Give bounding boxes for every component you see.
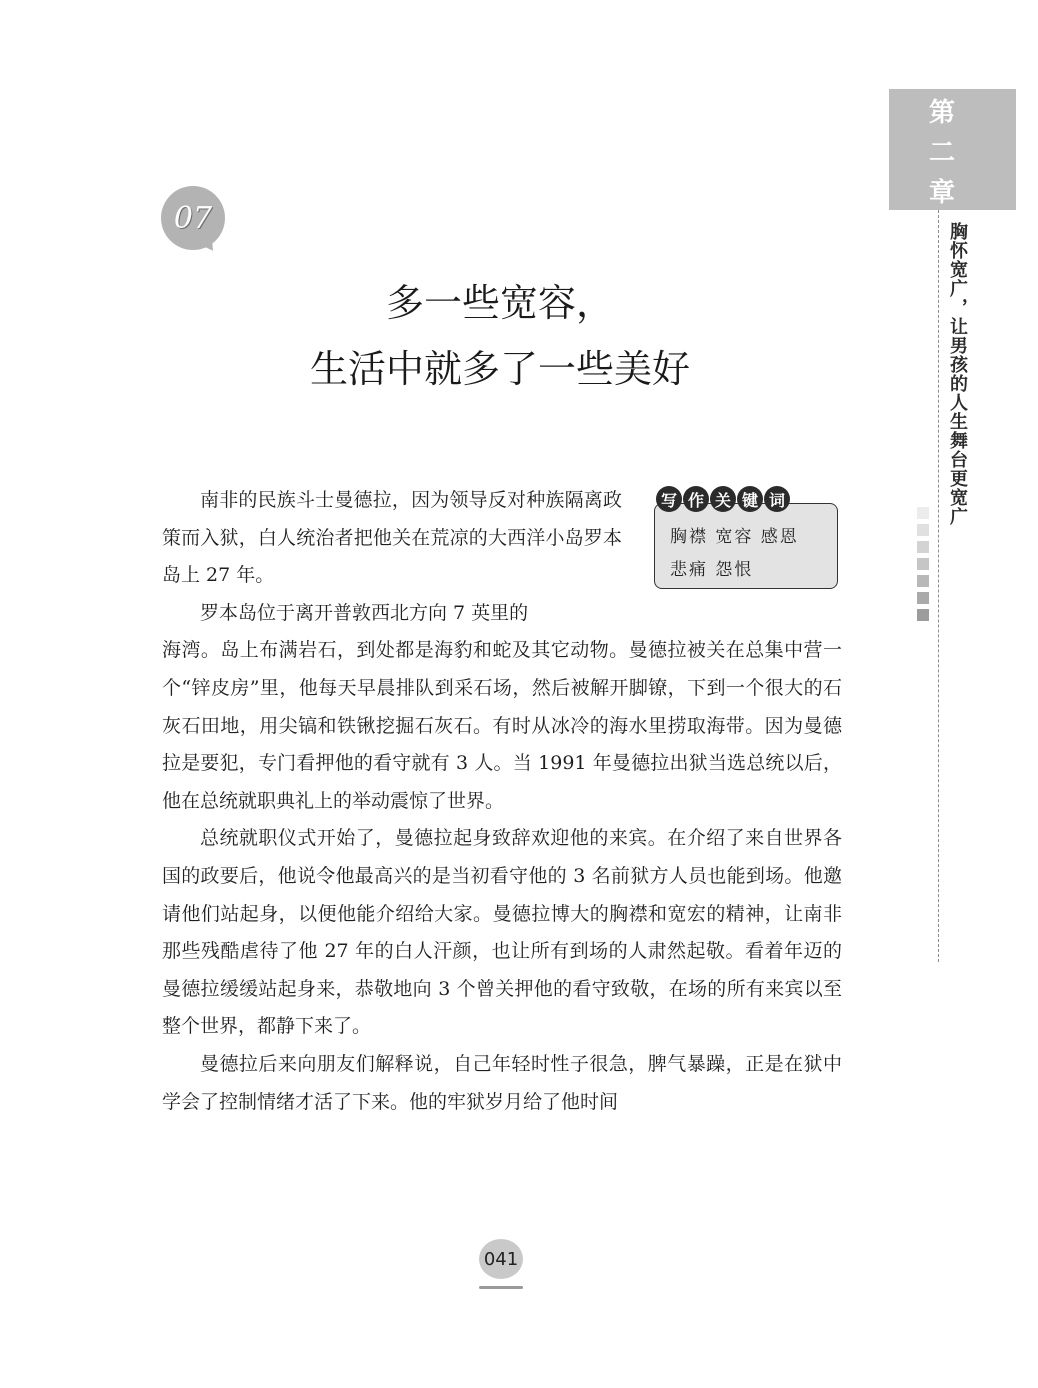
section-divider (938, 210, 939, 962)
square-mark (917, 609, 929, 621)
article-number: 07 (173, 200, 213, 236)
article-title-line-1: 多一些宽容， (385, 281, 614, 325)
page-number: 041 (479, 1239, 523, 1279)
chapter-char: 二 (928, 138, 955, 168)
paragraph: 总统就职仪式开始了，曼德拉起身致辞欢迎他的来宾。在介绍了来自世界各国的政要后，他说令他最高兴的是当初看守他的 3 名前狱方人员也能到场。他邀请他们站起身，以便他能介绍给大家。曼德拉博大的胸襟和宽宏的精神，让南非那些残酷虐待了他 27 年的白人汗颜，也让所有到场的人肃然起敬。看着年迈的曼德拉缓缓站起身来，恭敬地向 3 个曾关押他的看守致敬，在场的所有来宾以至整个世界，都静下来了。 (162, 827, 842, 1038)
article-title-line-2: 生活中就多了一些美好 (309, 347, 690, 391)
chapter-char: 章 (928, 178, 955, 208)
keywords-header-char: 词 (764, 486, 790, 512)
article-body (162, 482, 842, 1121)
square-mark (917, 507, 929, 519)
section-title: 胸怀宽广，让男孩的人生舞台更宽广 (947, 222, 968, 526)
paragraph: 海湾。岛上布满岩石，到处都是海豹和蛇及其它动物。曼德拉被关在总集中营一个“锌皮房”里，他每天早晨排队到采石场，然后被解开脚镣，下到一个很大的石灰石田地，用尖镐和铁锹挖掘石灰石。有时从冰冷的海水里捞取海带。因为曼德拉是要犯，专门看押他的看守就有 3 人。当 1991 年曼德拉出狱当选总统以后，他在总统就职典礼上的举动震惊了世界。 (162, 639, 842, 812)
paragraph: 南非的民族斗士曼德拉，因为领导反对种族隔离政策而入狱，白人统治者把他关在荒凉的大西洋小岛罗本岛上 27 年。 (162, 489, 622, 587)
square-mark (917, 541, 929, 553)
decorative-squares (917, 507, 929, 626)
keywords-line-1: 胸襟 宽容 感恩 (670, 527, 799, 547)
paragraph: 罗本岛位于离开普敦西北方向 7 英里的 (200, 601, 529, 624)
square-mark (917, 575, 929, 587)
chapter-char: 第 (928, 98, 955, 128)
square-mark (917, 524, 929, 536)
page-number-underline (479, 1286, 523, 1289)
square-mark (917, 558, 929, 570)
keywords-header-char: 关 (710, 486, 736, 512)
paragraph: 曼德拉后来向朋友们解释说，自己年轻时性子很急，脾气暴躁，正是在狱中学会了控制情绪才活了下来。他的牢狱岁月给了他时间 (162, 1052, 842, 1113)
keywords-header-char: 作 (683, 486, 709, 512)
article-number-badge (161, 186, 225, 250)
keywords-header-char: 键 (737, 486, 763, 512)
square-mark (917, 592, 929, 604)
keywords-line-2: 悲痛 怨恨 (670, 560, 754, 580)
keywords-header-char: 写 (656, 486, 682, 512)
